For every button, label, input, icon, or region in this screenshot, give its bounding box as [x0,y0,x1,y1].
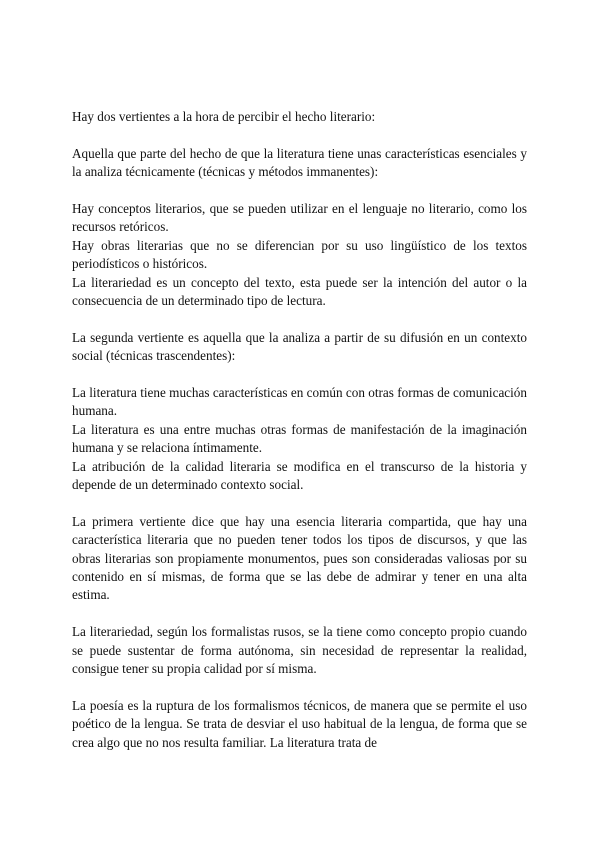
point-rhetorical-resources: Hay conceptos literarios, que se pueden utilizar en el lenguaje no literario, como los recursos retóricos. [72,201,527,235]
paragraph-intro: Hay dos vertientes a la hora de percibir el hecho literario: [72,109,376,124]
point-human-imagination: La literatura es una entre muchas otras formas de manifestación de la imaginación humana y se relaciona íntimamente. [72,421,527,456]
paragraph-first-approach: Aquella que parte del hecho de que la literatura tiene unas características esenciales y la analiza técnicamente (técnicas y métodos immanentes): [72,145,527,180]
point-linguistic-use: Hay obras literarias que no se diferencian por su uso lingüístico de los textos periodísticos o históricos. [72,237,527,272]
paragraph-first-approach-essence: La primera vertiente dice que hay una esencia literaria compartida, que hay una característica literaria que no pueden tener todos los tipos de discursos, y que las obras literarias son propiamente monumentos, pues son consideradas valiosas por su contenido en sí mismas, de forma que se las debe de admirar y tener en una alta estima. [72,513,527,603]
paragraph-poetry: La poesía es la ruptura de los formalismos técnicos, de manera que se permite el uso poético de la lengua. Se trata de desviar el uso habitual de la lengua, de forma que se crea algo que no nos resulta familiar. La literatura trata de [72,697,527,750]
document-page [72,108,527,771]
paragraph-russian-formalists: La literariedad, según los formalistas rusos, se la tiene como concepto propio cuando se puede sustentar de forma autónoma, sin necesidad de representar la realidad, consigue tener su propia calidad por sí misma. [72,624,527,677]
point-literariness-concept: La literariedad es un concepto del texto, esta puede ser la intención del autor o la consecuencia de un determinado tipo de lectura. [72,274,527,309]
point-human-communication: La literatura tiene muchas características en común con otras formas de comunicación humana. [72,385,527,419]
point-literary-quality: La atribución de la calidad literaria se modifica en el transcurso de la historia y depende de un determinado contexto social. [72,458,527,493]
paragraph-second-approach: La segunda vertiente es aquella que la analiza a partir de su difusión en un contexto social (técnicas trascendentes): [72,329,527,364]
